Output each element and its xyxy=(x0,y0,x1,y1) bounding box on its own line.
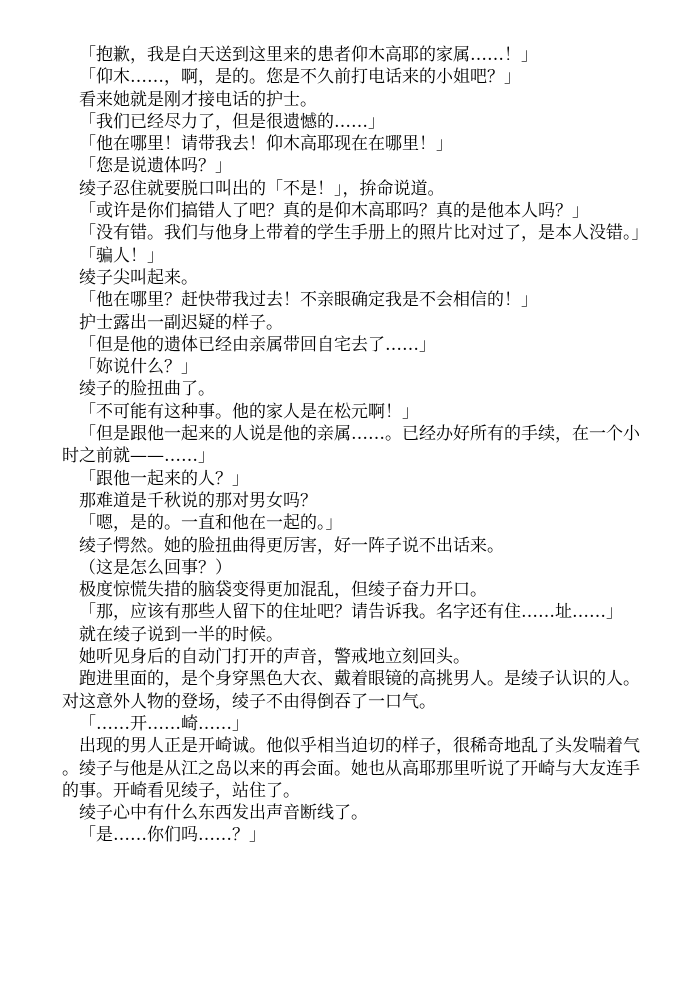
paragraph: 「我们已经尽力了，但是很遗憾的……」 xyxy=(79,111,385,132)
paragraph: 「抱歉，我是白天送到这里来的患者仰木高耶的家属……！」 xyxy=(79,45,538,65)
paragraph: 绫子忍住就要脱口叫出的「不是！」，拚命说道。 xyxy=(79,178,445,199)
paragraph: 她听见身后的自动门打开的声音，警戒地立刻回头。 xyxy=(79,647,470,668)
paragraph: 「跟他一起来的人？」 xyxy=(79,468,249,489)
paragraph: 极度惊慌失措的脑袋变得更加混乱，但绫子奋力开口。 xyxy=(79,580,487,601)
paragraph: 「妳说什么？」 xyxy=(79,357,198,378)
paragraph: 绫子愕然。她的脸扭曲得更厉害，好一阵子说不出话来。 xyxy=(79,535,504,556)
paragraph: 就在绫子说到一半的时候。 xyxy=(79,624,283,645)
paragraph: （这是怎么回事？） xyxy=(79,557,232,578)
paragraph: 绫子心中有什么东西发出声音断线了。 xyxy=(79,803,368,824)
paragraph: 「他在哪里？赶快带我过去！不亲眼确定我是不会相信的！」 xyxy=(79,290,538,311)
paragraph: 「不可能有这种事。他的家人是在松元啊！」 xyxy=(79,401,419,422)
paragraph: 「骗人！」 xyxy=(79,245,164,266)
paragraph: 出现的男人正是开崎诚。他似乎相当迫切的样子，很稀奇地乱了头发喘着气。绫子与他是从江之岛以来的再会面。她也从高耶那里听说了开崎与大友连手的事。开崎看见绫子，站住了。 xyxy=(62,736,640,801)
paragraph: 「是……你们吗……？」 xyxy=(79,825,266,846)
paragraph: 那难道是千秋说的那对男女吗？ xyxy=(79,490,317,511)
paragraph: 「……开……崎……」 xyxy=(79,713,249,734)
paragraph: 「仰木……，啊，是的。您是不久前打电话来的小姐吧？」 xyxy=(79,67,521,88)
document-page xyxy=(62,44,649,847)
paragraph: 「或许是你们搞错人了吧？真的是仰木高耶吗？真的是他本人吗？」 xyxy=(79,201,589,222)
paragraph: 护士露出一副迟疑的样子。 xyxy=(79,312,283,333)
paragraph: 「那，应该有那些人留下的住址吧？请告诉我。名字还有住……址……」 xyxy=(79,602,623,623)
paragraph: 「但是跟他一起来的人说是他的亲属……。已经办好所有的手续，在一个小时之前就——……」 xyxy=(62,424,640,467)
paragraph: 「他在哪里！请带我去！仰木高耶现在在哪里！」 xyxy=(79,134,453,155)
paragraph: 「没有错。我们与他身上带着的学生手册上的照片比对过了，是本人没错。」 xyxy=(79,223,649,244)
paragraph: 看来她就是刚才接电话的护士。 xyxy=(79,89,317,110)
paragraph: 「您是说遗体吗？」 xyxy=(79,156,232,177)
paragraph: 绫子的脸扭曲了。 xyxy=(79,379,215,400)
paragraph: 跑进里面的，是个身穿黑色大衣、戴着眼镜的高挑男人。是绫子认识的人。对这意外人物的登场，绫子不由得倒吞了一口气。 xyxy=(62,669,640,712)
paragraph: 「但是他的遗体已经由亲属带回自宅去了……」 xyxy=(79,334,436,355)
paragraph: 「嗯，是的。一直和他在一起的。」 xyxy=(79,513,343,534)
paragraph: 绫子尖叫起来。 xyxy=(79,267,198,288)
